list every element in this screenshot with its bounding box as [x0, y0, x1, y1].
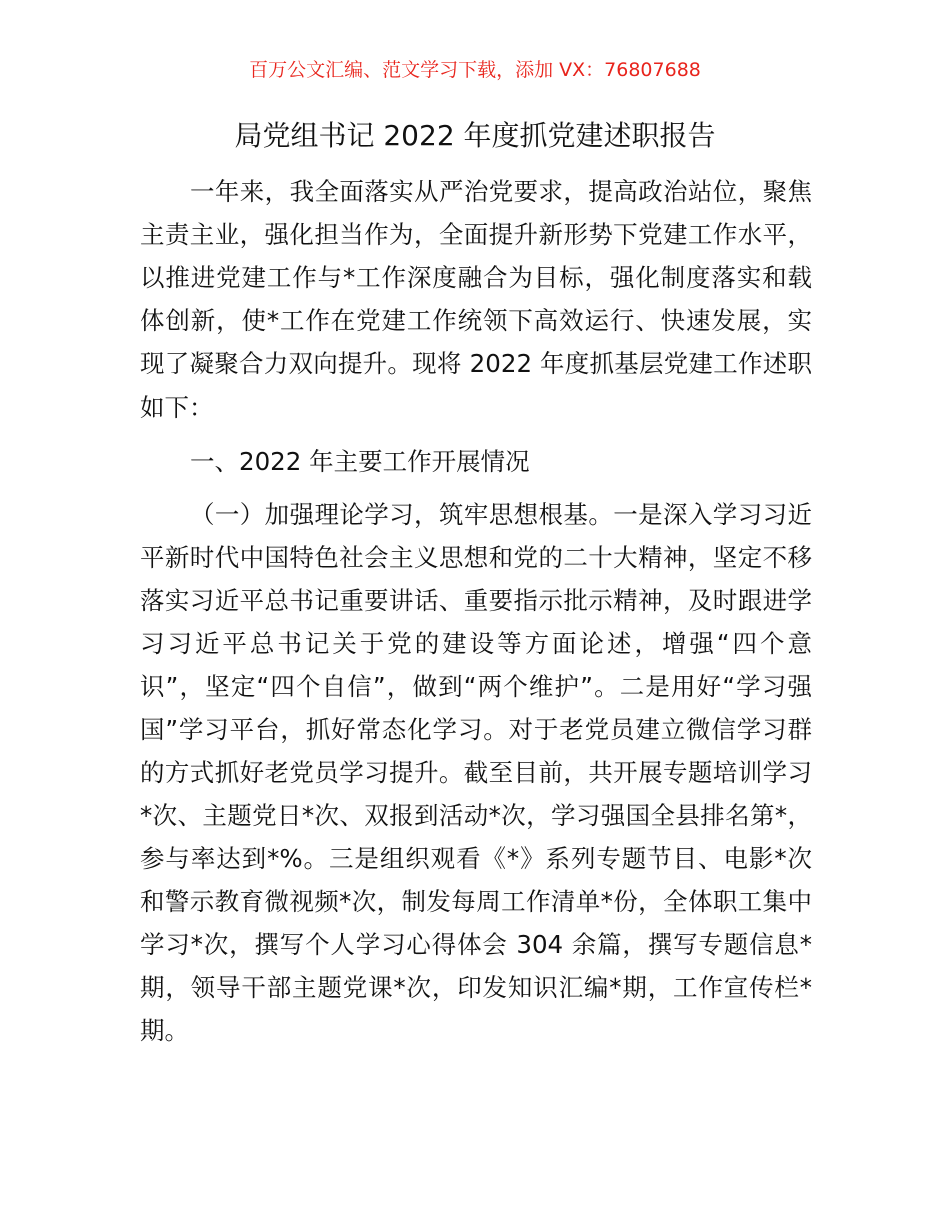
text-line: 平新时代中国特色社会主义思想和党的二十大精神，坚定不移: [140, 543, 812, 572]
text-line: （一）加强理论学习，筑牢思想根基。一是深入学习习近: [190, 500, 812, 529]
text-line: *次、主题党日*次、双报到活动*次，学习强国全县排名第*，: [140, 801, 812, 830]
document-title: 局党组书记 2022 年度抓党建述职报告: [234, 119, 716, 152]
text-line: 落实习近平总书记重要讲话、重要指示批示精神，及时跟进学: [140, 586, 812, 615]
text-line: 期。: [140, 1016, 189, 1045]
text-line: 识”，坚定“四个自信”，做到“两个维护”。二是用好“学习强: [140, 672, 812, 701]
text-line: 现了凝聚合力双向提升。现将 2022 年度抓基层党建工作述职: [140, 349, 812, 378]
text-line: 和警示教育微视频*次，制发每周工作清单*份，全体职工集中: [140, 887, 812, 916]
text-line: 主责主业，强化担当作为，全面提升新形势下党建工作水平，: [140, 220, 812, 249]
text-line: 的方式抓好老党员学习提升。截至目前，共开展专题培训学习: [140, 758, 812, 787]
text-line: 国”学习平台，抓好常态化学习。对于老党员建立微信学习群: [140, 715, 812, 744]
text-line: 以推进党建工作与*工作深度融合为目标，强化制度落实和载: [140, 263, 812, 292]
text-line: 体创新，使*工作在党建工作统领下高效运行、快速发展，实: [140, 306, 812, 335]
text-line: 参与率达到*%。三是组织观看《*》系列专题节目、电影*次: [140, 844, 812, 873]
text-line: 学习*次，撰写个人学习心得体会 304 余篇，撰写专题信息*: [140, 930, 812, 959]
text-line: 如下：: [140, 393, 214, 422]
text-line: 期，领导干部主题党课*次，印发知识汇编*期，工作宣传栏*: [140, 973, 812, 1002]
section-heading: 一、2022 年主要工作开展情况: [190, 447, 530, 476]
header-notice: 百万公文汇编、范文学习下载，添加 VX：76807688: [249, 59, 701, 81]
text-line: 一年来，我全面落实从严治党要求，提高政治站位，聚焦: [190, 177, 812, 206]
text-line: 习习近平总书记关于党的建设等方面论述，增强“四个意: [140, 629, 812, 658]
